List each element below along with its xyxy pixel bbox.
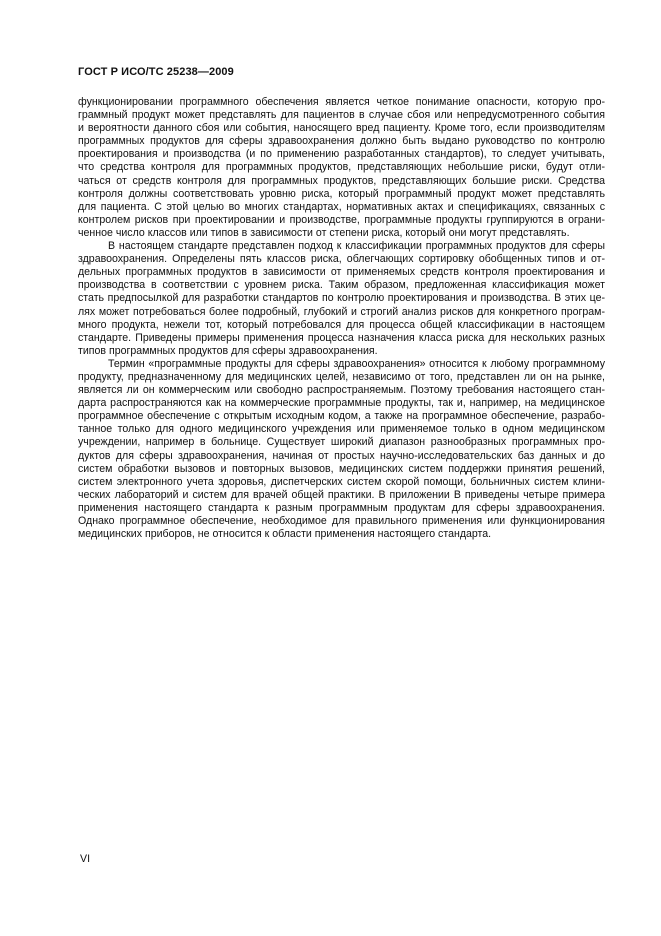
text-line: программных продуктов для сферы здравоохранения должно быть выдано руководство по контролю bbox=[78, 135, 605, 148]
text-line: продукту, предназначенному для медицинских целей, независимо от того, представлен ли он на рынке, bbox=[78, 370, 605, 383]
text-line: много продукта, нежели тот, который потребовался для процесса общей классификации в настоящем bbox=[78, 318, 605, 331]
text-line: здравоохранения. Определены пять классов риска, облегчающих сортировку обобщенных типов и от- bbox=[78, 253, 605, 266]
text-line: для пациента. С этой целью во многих стандартах, нормативных актах и спецификациях, связанных с bbox=[78, 200, 605, 213]
text-line: граммный продукт может представлять для пациентов в случае сбоя или непредусмотренного события bbox=[78, 109, 605, 122]
text-line: лях может потребоваться более подробный, глубокий и строгий анализ рисков для конкретного програм- bbox=[78, 305, 605, 318]
text-line: контроля должны соответствовать уровню риска, который программный продукт может представлять bbox=[78, 187, 605, 200]
document-header: ГОСТ Р ИСО/ТС 25238—2009 bbox=[78, 66, 234, 78]
text-line: стандарте. Приведены примеры применения процесса назначения класса риска для нескольких разных bbox=[78, 331, 605, 344]
text-line: что средства контроля для программных продуктов, представляющих небольшие риски, будут отли- bbox=[78, 161, 605, 174]
text-line: стать предпосылкой для разработки стандартов по контролю проектирования и производства. В этих це- bbox=[78, 292, 605, 305]
text-line: применения настоящего стандарта к разным программным продуктам для сферы здравоохранения. bbox=[78, 501, 605, 514]
text-line: ческих лабораторий и систем для врачей общей практики. В приложении В приведены четыре примера bbox=[78, 488, 605, 501]
text-line: медицинских приборов, не относится к области применения настоящего стандарта. bbox=[78, 528, 492, 541]
text-line: функционировании программного обеспечения является четкое понимание опасности, которую про- bbox=[78, 96, 605, 108]
text-line: программное обеспечение с открытым исходным кодом, а также на программное обеспечение, разрабо- bbox=[78, 410, 605, 423]
text-line: Термин «программные продукты для сферы здравоохранения» относится к любому программному bbox=[108, 357, 605, 370]
text-line: ченное число классов или типов в зависимости от степени риска, который они могут представлять. bbox=[78, 226, 570, 239]
text-line: В настоящем стандарте представлен подход к классификации программных продуктов для сферы bbox=[108, 240, 605, 253]
text-line: производства в соответствии с уровнем риска. Таким образом, предложенная классификация может bbox=[78, 279, 605, 292]
page-number: VI bbox=[80, 853, 91, 865]
paragraph-2 bbox=[78, 240, 605, 358]
paragraph-1 bbox=[78, 96, 605, 240]
text-line: систем электронного учета здоровья, диспетчерских систем скорой помощи, больничных систем клини- bbox=[78, 475, 605, 488]
text-line: дельных программных продуктов в зависимости от применяемых средств контроля проектирования и bbox=[78, 266, 605, 279]
text-line: систем обработки вызовов и повторных вызовов, медицинских систем поддержки принятия решений, bbox=[78, 462, 605, 475]
paragraph-3 bbox=[78, 358, 605, 541]
text-line: типов программных продуктов для сферы здравоохранения. bbox=[78, 344, 378, 357]
text-line: чаться от средств контроля для программных продуктов, представляющих большие риски. Средства bbox=[78, 174, 605, 187]
text-line: учреждении, например в больнице. Существует широкий диапазон разнообразных программных про- bbox=[78, 436, 605, 449]
text-line: и вероятности данного сбоя или события, наносящего вред пациенту. Кроме того, если производителям bbox=[78, 122, 605, 135]
text-line: Однако программное обеспечение, необходимое для правильного применения или функционирования bbox=[78, 515, 605, 527]
text-line: контролем рисков при проектировании и производстве, программные продукты группируются в ограни- bbox=[78, 213, 605, 226]
text-line: является ли он коммерческим или свободно распространяемым. Поэтому требования настоящего стан- bbox=[78, 384, 605, 397]
text-line: проектирования и производства (и по применению разработанных стандартов), то следует учитывать, bbox=[78, 148, 605, 161]
text-line: дуктов для сферы здравоохранения, начиная от простых научно-исследовательских баз данных и до bbox=[78, 449, 605, 462]
document-body bbox=[78, 96, 605, 541]
text-line: дарта распространяются как на коммерческие программные продукты, так и, например, на медицинское bbox=[78, 397, 605, 410]
text-line: танное только для одного медицинского учреждения или применяемое только в одном медицинском bbox=[78, 423, 605, 436]
